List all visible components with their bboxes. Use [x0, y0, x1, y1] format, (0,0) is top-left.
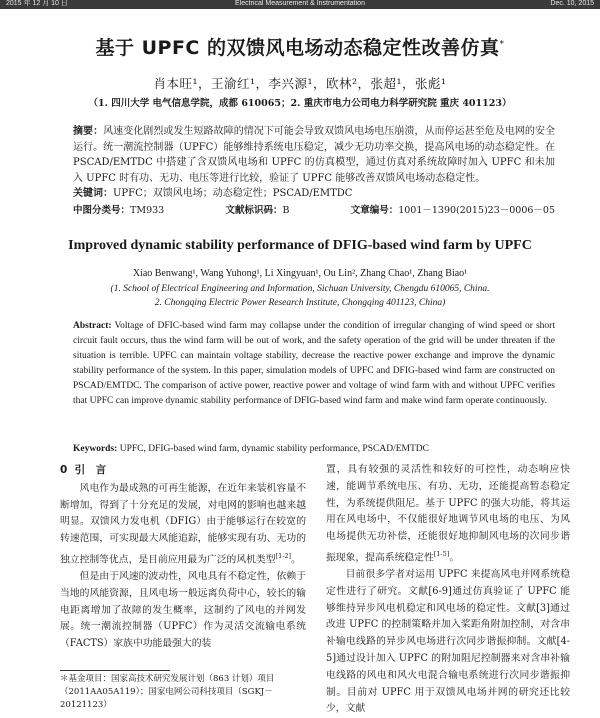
header-date: 2015 年 12 月 10 日: [6, 0, 68, 7]
affiliation-en-1: (1. School of Electrical Engineering and Information, Sichuan University, Chengdu 610065, China.: [110, 284, 490, 294]
doc-code: [225, 204, 289, 217]
doc-label: 文献标识码：: [225, 204, 283, 216]
footnote-line-2: （2011AA05A119）；国家电网公司科技项目（SGKJ－20121123）: [60, 687, 273, 710]
abstract-cn-label: 摘要：: [73, 126, 104, 137]
abstract-cn: [73, 124, 555, 217]
intro-p1-end: 。: [291, 554, 301, 566]
abstract-en-text: Voltage of DFIC-based wind farm may collapse under the condition of irregular changing of wind speed or short circuit fault occurs, thus the wind farm will be out of work, and the safety operation of the grid will be under threaten if the situation is terrible. UPFC can maintain voltage stability, decrease the reactive power exchange and improve the dynamic stability performance of the system. In this paper, simulation models of UPFC and DFIG-based wind farm are constructed on PSCAD/EMTDC. The comparison of active power, reactive power and voltage of wind farm with and without UPFC verifies that UPFC can improve dynamic stability performance of DFIG-based wind farm and make wind farm operate continuously.: [73, 321, 555, 406]
intro-p1-citation: [1-2]: [275, 551, 292, 560]
classification-row: [73, 204, 555, 217]
title-fund-mark: *: [499, 39, 505, 50]
section-number: 0: [60, 464, 68, 476]
footnote-rule: [60, 670, 170, 671]
header-journal: Electrical Measurement & Instrumentation: [235, 0, 365, 7]
clc-label: 中图分类号：: [73, 204, 131, 216]
abstract-en-label: Abstract:: [73, 321, 112, 331]
left-column: [60, 462, 306, 653]
footnote-line-1: ＊基金项目：国家高技术研究发展计划（863 计划）项目: [60, 674, 275, 684]
intro-paragraph-1-cont: [326, 462, 570, 567]
authors-en: Xiao Benwang¹, Wang Yuhong¹, Li Xingyuan¹, Ou Lin², Zhang Chao¹, Zhang Biao¹: [132, 268, 468, 279]
abstract-en: [73, 319, 555, 409]
title-cn-text: 基于 UPFC 的双馈风电场动态稳定性改善仿真: [95, 37, 500, 59]
intro-paragraph-2: 但是由于风速的波动性，风电具有不稳定性，依赖于当地的风能资源，且风电场一般远离负荷中心，较长的输电距离增加了故障的发生概率，这制约了风电的并网发展。统一潮流控制器（UPFC）作为灵活交流输电系统（FACTS）家族中功能最强大的装: [60, 571, 306, 650]
intro-p1-cont-citation: [1-5]: [433, 549, 450, 558]
keywords-cn: [73, 186, 555, 202]
authors-cn: 肖本旺¹，王渝红¹，李兴源¹，欧林²，张超¹，张彪¹: [153, 76, 447, 91]
footnote: [60, 673, 306, 712]
keywords-cn-label: 关键词：: [73, 188, 113, 199]
paper-title-cn: [0, 33, 600, 60]
intro-paragraph-1: [60, 481, 306, 569]
clc-number: [73, 204, 164, 217]
keywords-en: [73, 444, 555, 454]
affiliation-cn: （1. 四川大学 电气信息学院，成都 610065；2. 重庆市电力公司电力科学研究院 重庆 401123）: [88, 98, 512, 109]
clc-value: TM933: [130, 204, 165, 216]
right-column: [326, 462, 570, 718]
intro-p1-cont-end: 。: [449, 552, 460, 564]
keywords-en-text: UPFC, DFIG-based wind farm, dynamic stability performance, PSCAD/EMTDC: [119, 444, 429, 454]
intro-p1-cont-text: 置，具有较强的灵活性和较好的可控性，动态响应快速，能调节系统电压、有功、无功，还能提高暂态稳定性，为系统提供阻尼。基于 UPFC 的强大功能，将其运用在风电场中，不仅能很好地调节风电场的电压、为风电场提供无功补偿，还能很好地抑制风电场的次同步谐振现象，提高系统稳定性: [326, 464, 570, 564]
intro-paragraph-3: 目前很多学者对运用 UPFC 来提高风电并网系统稳定性进行了研究。文献[6-9]通过仿真验证了 UPFC 能够维持异步风电机稳定和风电场的稳定性。文献[3]通过改进 UPFC 的控制策略并加入桨距角附加控制，对含串补输电线路的异步风电场进行次同步谐振抑制。文献[4-5]通过设计加入 UPFC 的附加阻尼控制器来对含串补输电线路的风电和风火电混合输电系统进行次同步谐振抑制。目前对 UPFC 用于双馈风电场并网的研究还比较少，文献: [326, 569, 570, 715]
article-number: [351, 204, 555, 217]
article-value: 1001－1390(2015)23－0006－05: [398, 204, 555, 216]
doc-value: B: [282, 204, 290, 216]
header-date-en: Dec. 10, 2015: [550, 0, 594, 7]
intro-p1-text: 风电作为最成熟的可再生能源，在近年来装机容量不断增加，得到了十分充足的发展，对电网的影响也越来越明显。双馈风力发电机（DFIG）由于能够运行在较宽的转速范围，可实现最大风能追踪，能够实现有功、无功的独立控制等优点，是目前应用最为广泛的风机类型: [60, 482, 306, 566]
paper-title-en: Improved dynamic stability performance of DFIG-based wind farm by UPFC: [68, 238, 532, 253]
article-label: 文章编号：: [350, 204, 399, 216]
section-heading: [60, 462, 306, 479]
section-title: 引 言: [74, 464, 107, 476]
keywords-en-label: Keywords:: [73, 444, 118, 454]
keywords-cn-text: UPFC；双馈风电场；动态稳定性；PSCAD/EMTDC: [113, 188, 353, 199]
affiliation-en-2: 2. Chongqing Electric Power Research Institute, Chongqing 401123, China): [154, 298, 446, 308]
abstract-cn-text: 风速变化剧烈或发生短路故障的情况下可能会导致双馈风电场电压崩溃，从而停运甚至危及电网的安全运行。统一潮流控制器（UPFC）能够维持系统电压稳定，减少无功功率交换，提高风电场的动态稳定性。在 PSCAD/EMTDC 中搭建了含双馈风电场和 UPFC 的仿真模型，通过仿真对系统故障时加入 UPFC 和未加入 UPFC 时有功、无功、电压等进行比较，验证了 UPFC 能够改善双馈风电场动态稳定性。: [73, 126, 556, 184]
